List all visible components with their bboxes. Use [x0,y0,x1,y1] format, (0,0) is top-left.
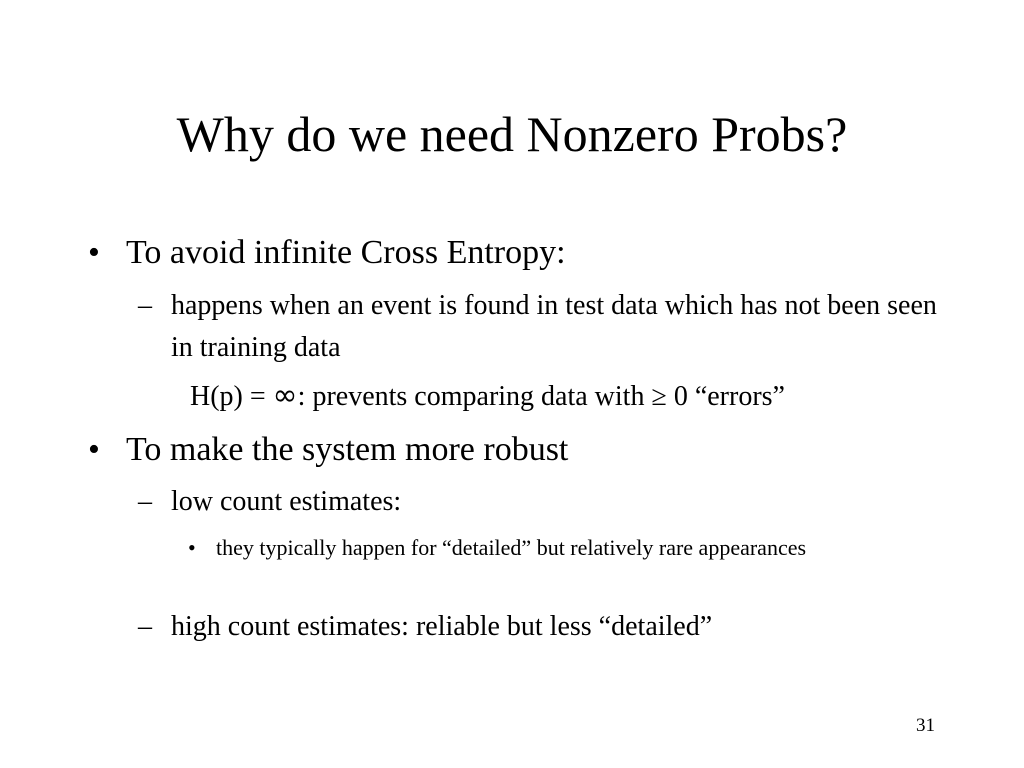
dash-marker: – [138,611,152,642]
slide-title: Why do we need Nonzero Probs? [176,106,848,162]
bullet-avoid-infinite-cross-entropy: To avoid infinite Cross Entropy: [126,234,566,271]
dash-marker: – [138,486,152,517]
formula-lhs: H(p) = [190,381,273,412]
page-number: 31 [916,715,935,736]
formula-rhs: : prevents comparing data with ≥ 0 “errors” [297,381,785,412]
bullet-system-more-robust: To make the system more robust [126,431,569,468]
sub-sub-bullet-detailed-rare: they typically happen for “detailed” but relatively rare appearances [216,535,807,560]
bullet-marker: • [88,234,100,271]
sub-bullet-low-count-estimates: low count estimates: [171,486,402,517]
formula-line [190,374,785,419]
sub-bullet-test-data-event: happens when an event is found in test data which has not been seen in training data [171,290,937,363]
small-bullet-marker: • [188,535,196,560]
bullet-marker: • [88,431,100,468]
infinity-symbol: ∞ [272,378,298,413]
sub-bullet-high-count-estimates: high count estimates: reliable but less “detailed” [171,611,713,642]
dash-marker: – [138,290,152,321]
